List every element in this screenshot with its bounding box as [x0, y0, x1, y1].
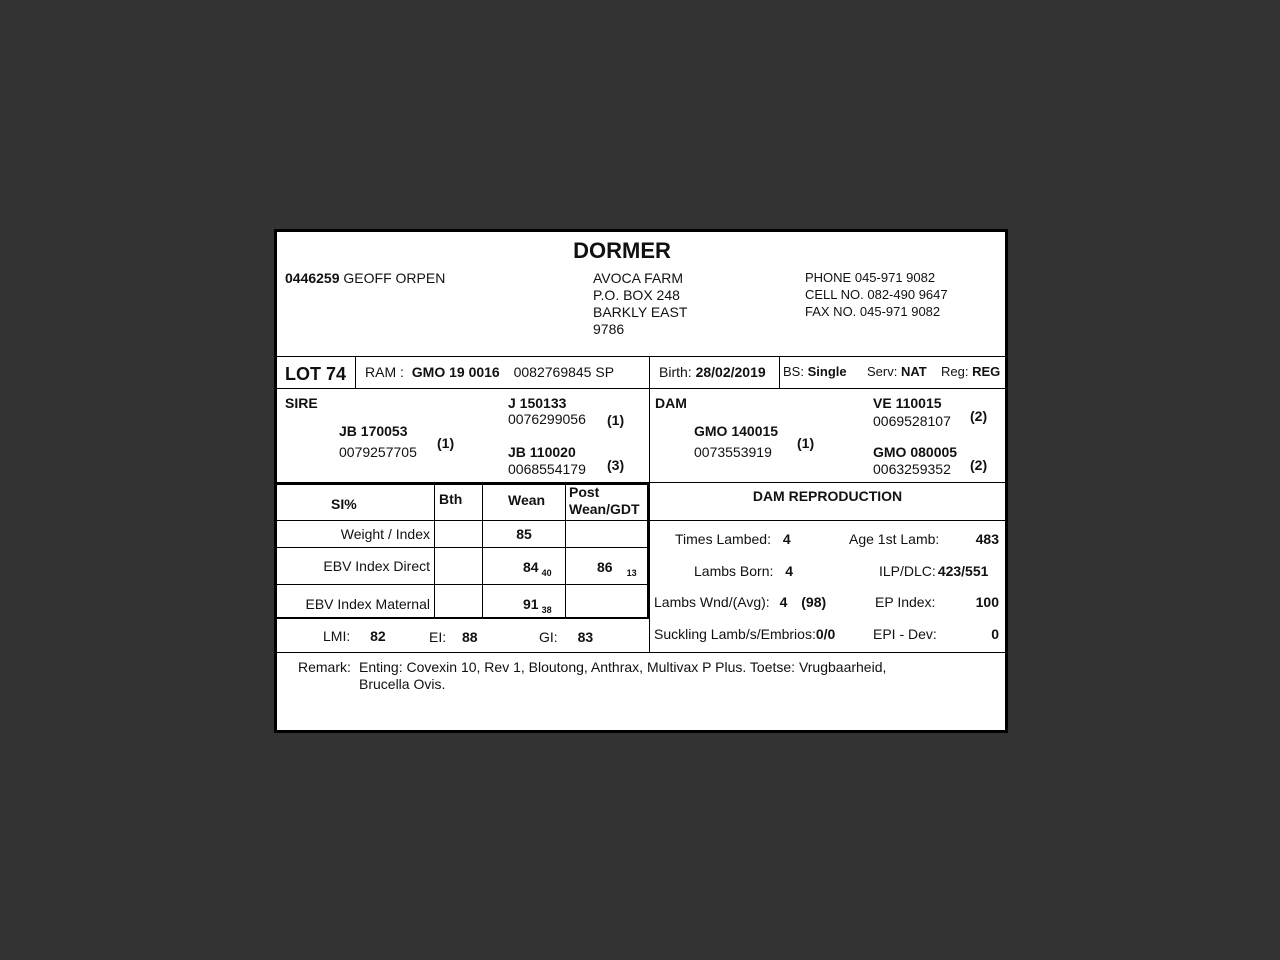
birth-value: 28/02/2019 [695, 364, 766, 380]
sire-dam-no: 0068554179 [508, 461, 586, 477]
suckling-label: Suckling Lamb/s/Embrios: [654, 626, 816, 642]
wean-sub: 38 [541, 605, 552, 615]
remark-line-2: Brucella Ovis. [359, 676, 446, 692]
dam-id: GMO 140015 [694, 423, 779, 439]
age-first-lamb-value: 483 [975, 531, 999, 547]
contact-block [805, 269, 948, 320]
dam-dam-no: 0063259352 [873, 461, 951, 477]
reg [941, 364, 1000, 379]
serv-value: NAT [900, 364, 927, 379]
suckling-value: 0/0 [815, 626, 836, 642]
ei-label: EI: [429, 629, 447, 645]
divider [355, 356, 356, 388]
epi-dev-label: EPI - Dev: [873, 626, 937, 642]
divider [277, 520, 649, 521]
col-si: SI% [331, 496, 357, 512]
fax: FAX NO. 045-971 9082 [805, 304, 941, 319]
divider [565, 483, 566, 619]
ep-index-value: 100 [975, 594, 999, 610]
remark-line-1: Enting: Covexin 10, Rev 1, Bloutong, Anthrax, Multivax P Plus. Toetse: Vrugbaarheid, [359, 659, 887, 675]
row-wean: 85 [516, 526, 532, 542]
dam-dam-count: (2) [970, 457, 988, 473]
sire-id: JB 170053 [339, 423, 408, 439]
birth [659, 364, 766, 380]
row-wean [523, 559, 552, 578]
ram-info [365, 364, 614, 380]
dam-label: DAM [655, 395, 687, 411]
bs-label: BS: [783, 364, 804, 379]
sire-dam-count: (3) [607, 457, 625, 473]
divider [277, 652, 1005, 653]
divider [482, 483, 483, 619]
dam-dam-id: GMO 080005 [873, 444, 958, 460]
post-value: 86 [597, 559, 613, 575]
dam-sire-id: VE 110015 [873, 395, 942, 411]
lambs-wnd-label: Lambs Wnd/(Avg): [654, 594, 770, 610]
phone: PHONE 045-971 9082 [805, 270, 936, 285]
col-post-line-1: Post [569, 484, 600, 500]
ram-id: GMO 19 0016 [411, 364, 500, 380]
post-sub: 13 [626, 568, 637, 578]
remark-text [359, 659, 886, 693]
row-post [597, 559, 637, 578]
dam-count: (1) [797, 435, 815, 451]
times-lambed [675, 531, 791, 547]
row-label: EBV Index Maternal [305, 596, 430, 612]
ilp-dlc-label: ILP/DLC: [879, 563, 936, 579]
address-block [593, 270, 687, 338]
ei [429, 629, 478, 645]
divider [277, 388, 1005, 389]
gi-label: GI: [539, 629, 558, 645]
lmi-label: LMI: [323, 628, 351, 644]
lambs-born [694, 563, 793, 579]
divider [649, 482, 650, 652]
sire-dam-id: JB 110020 [508, 444, 576, 460]
owner-name: GEOFF ORPEN [343, 270, 446, 286]
owner [285, 270, 445, 286]
dam-repro-title: DAM REPRODUCTION [752, 488, 903, 504]
col-post-wean [569, 484, 640, 518]
dam-sire-no: 0069528107 [873, 413, 951, 429]
row-label: EBV Index Direct [323, 558, 430, 574]
suckling [654, 626, 835, 642]
ram-no: 0082769845 SP [513, 364, 615, 380]
cell: CELL NO. 082-490 9647 [805, 287, 948, 302]
owner-id: 0446259 [285, 270, 340, 286]
ei-value: 88 [462, 629, 478, 645]
wean-value: 91 [523, 596, 539, 612]
gi-value: 83 [577, 629, 594, 645]
animal-card [274, 229, 1008, 733]
divider [277, 584, 649, 585]
divider [277, 547, 649, 548]
reg-value: REG [972, 364, 1001, 379]
sire-sire-count: (1) [607, 412, 625, 428]
ilp-dlc-value: 423/551 [937, 563, 989, 579]
lambs-wnd-avg: (98) [801, 594, 827, 610]
age-first-lamb-label: Age 1st Lamb: [849, 531, 940, 547]
sire-no: 0079257705 [339, 444, 417, 460]
row-label: Weight / Index [340, 526, 430, 542]
sire-sire-id: J 150133 [508, 395, 567, 411]
row-wean [523, 596, 552, 615]
bs-value: Single [807, 364, 847, 379]
sire-label: SIRE [285, 395, 318, 411]
lambs-wnd-value: 4 [779, 594, 788, 610]
reg-label: Reg: [941, 364, 969, 379]
divider [277, 356, 1005, 357]
lot-number: LOT 74 [285, 364, 347, 384]
col-post-line-2: Wean/GDT [569, 501, 640, 517]
serv-label: Serv: [867, 364, 898, 379]
ram-label: RAM : [365, 364, 404, 380]
address-line-4: 9786 [593, 321, 625, 337]
sire-sire-no: 0076299056 [508, 411, 586, 427]
times-lambed-label: Times Lambed: [675, 531, 771, 547]
ilp-dlc [879, 563, 988, 579]
divider [650, 520, 1005, 521]
dam-sire-count: (2) [970, 408, 988, 424]
divider [434, 483, 435, 619]
wean-sub: 40 [541, 568, 552, 578]
address-line-1: AVOCA FARM [593, 270, 683, 286]
ep-index-label: EP Index: [875, 594, 936, 610]
sire-count: (1) [437, 435, 455, 451]
lambs-born-label: Lambs Born: [694, 563, 774, 579]
divider [649, 356, 650, 482]
gi [539, 629, 593, 645]
divider [779, 356, 780, 388]
epi-dev-value: 0 [991, 626, 999, 642]
breed-title: DORMER [573, 238, 671, 263]
address-line-2: P.O. BOX 248 [593, 287, 680, 303]
wean-value: 84 [523, 559, 539, 575]
times-lambed-value: 4 [782, 531, 791, 547]
lambs-born-value: 4 [785, 563, 794, 579]
serv [867, 364, 927, 379]
lmi-value: 82 [370, 628, 386, 644]
address-line-3: BARKLY EAST [593, 304, 688, 320]
lambs-weaned [654, 594, 826, 610]
col-wean: Wean [508, 492, 546, 508]
bs [783, 364, 847, 379]
col-bth: Bth [439, 491, 463, 507]
remark-label: Remark: [298, 659, 351, 675]
dam-no: 0073553919 [694, 444, 772, 460]
birth-label: Birth: [659, 364, 692, 380]
lmi [323, 628, 386, 644]
